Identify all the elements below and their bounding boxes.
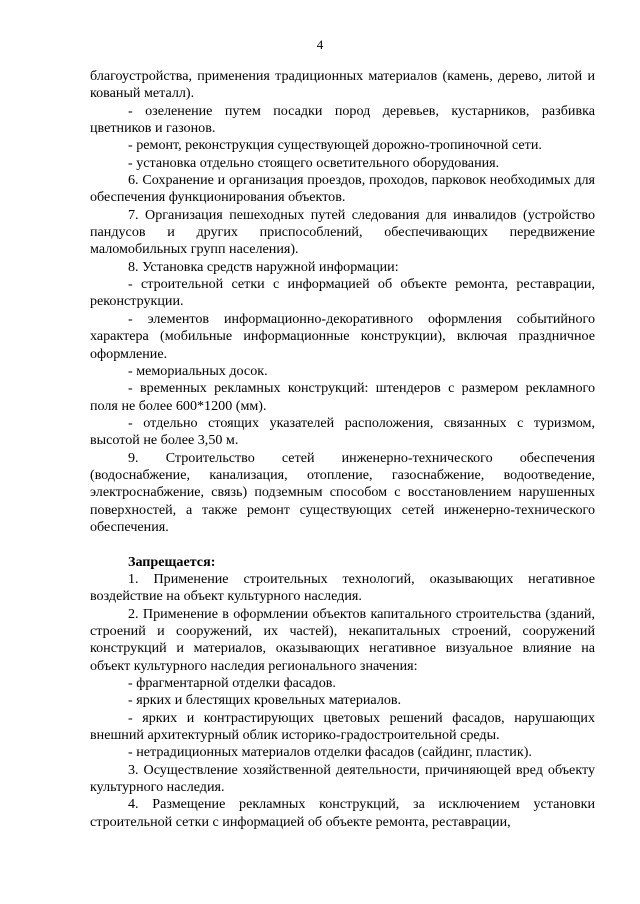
paragraph: - мемориальных досок. [128, 362, 268, 379]
paragraph: 7. Организация пешеходных путей следования для инвалидов (устройство пандусов и других приспособлений, обеспечивающих передвижение маломобильных групп населения). [90, 206, 595, 258]
paragraph: - фрагментарной отделки фасадов. [128, 675, 336, 692]
paragraph: 3. Осуществление хозяйственной деятельности, причиняющей вред объекту культурного наследия. [90, 761, 595, 796]
blank-line [90, 536, 595, 553]
paragraph: 6. Сохранение и организация проездов, проходов, парковок необходимых для обеспечения функционирования объектов. [90, 172, 595, 206]
section-heading: Запрещается: [128, 553, 216, 570]
paragraph: - ярких и контрастирующих цветовых решений фасадов, нарушающих внешний архитектурный облик историко-градостроительной среды. [90, 709, 595, 744]
paragraph: благоустройства, применения традиционных материалов (камень, дерево, литой и кованый металл). [90, 68, 595, 102]
paragraph: - ярких и блестящих кровельных материалов. [128, 692, 402, 709]
paragraph: - установка отдельно стоящего осветительного оборудования. [128, 154, 500, 171]
paragraph: - временных рекламных конструкций: штендеров с размером рекламного поля не более 600*1200 (мм). [90, 380, 595, 414]
paragraph: - нетрадиционных материалов отделки фасадов (сайдинг, пластик). [128, 744, 532, 761]
paragraph: - отдельно стоящих указателей расположения, связанных с туризмом, высотой не более 3,50 м. [90, 414, 595, 449]
document-body [90, 68, 595, 831]
paragraph: - строительной сетки с информацией об объекте ремонта, реставрации, реконструкции. [90, 276, 595, 310]
paragraph: - ремонт, реконструкция существующей дорожно-тропиночной сети. [128, 137, 542, 154]
paragraph: - озеленение путем посадки пород деревьев, кустарников, разбивка цветников и газонов. [90, 102, 595, 137]
paragraph: 1. Применение строительных технологий, оказывающих негативное воздействие на объект культурного наследия. [90, 570, 595, 605]
paragraph: - элементов информационно-декоративного оформления событийного характера (мобильные информационные конструкции), включая праздничное оформление. [90, 310, 595, 362]
paragraph: 8. Установка средств наружной информации: [128, 258, 399, 275]
paragraph: 9. Строительство сетей инженерно-технического обеспечения (водоснабжение, канализация, отопление, газоснабжение, водоотведение, электроснабжение, связь) подземным способом с восстановлением нарушенных поверхностей, а также ремонт существующих сетей инженерно-технического обеспечения. [90, 449, 595, 535]
paragraph: 4. Размещение рекламных конструкций, за исключением установки строительной сетки с информацией об объекте ремонта, реставрации, [90, 796, 595, 830]
page-number: 4 [316, 37, 324, 52]
paragraph: 2. Применение в оформлении объектов капитального строительства (зданий, строений и сооружений, их частей), некапитальных строений, сооружений конструкций и материалов, оказывающих негативное визуальное влияние на объект культурного наследия регионального значения: [90, 605, 595, 674]
